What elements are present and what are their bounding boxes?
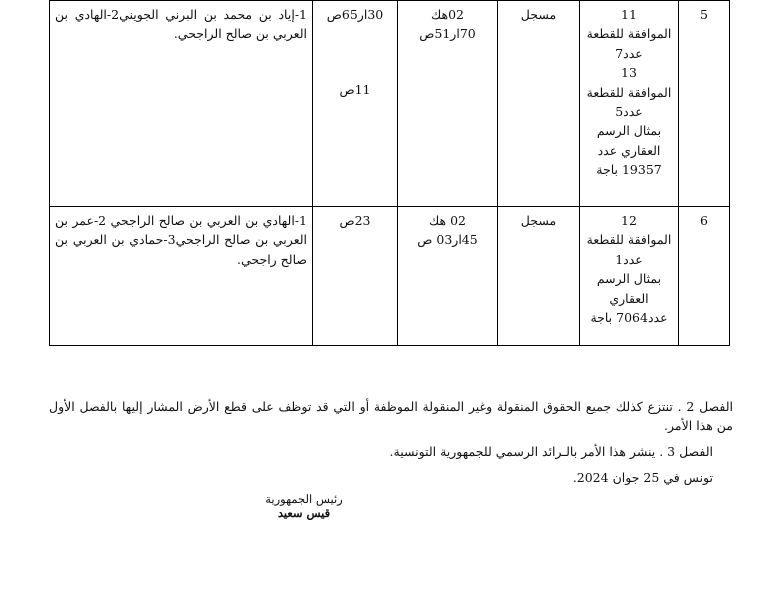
row-number: 6: [679, 207, 730, 346]
parcel-line: عدد7064 باجة: [590, 309, 668, 325]
parcel-line: 12: [621, 213, 637, 228]
expropriated-area: [313, 1, 398, 207]
owners-list: 1-الهادي بن العربي بن صالح الراجحي 2-عمر بن العربي بن صالح الراجحي3-حمادي بن العربي بن صالح راجحي.: [50, 207, 313, 346]
parcel-line: العقاري: [609, 290, 649, 306]
parcel-line: الموافقة للقطعة: [586, 232, 672, 248]
signature-title: رئيس الجمهورية: [265, 492, 343, 506]
signature-block: [244, 492, 364, 520]
owners-list: 1-إياد بن محمد بن البرني الجويني2-الهادي بن العربي بن صالح الراجحي.: [50, 1, 313, 207]
parcel-reference: [580, 1, 679, 207]
parcel-line: 19357 باجة: [596, 162, 662, 177]
spacer: [318, 24, 392, 80]
area-line: 11ص: [339, 82, 371, 98]
parcel-line: الموافقة للقطعة: [586, 26, 672, 42]
area-line: 30ار65ص: [326, 7, 384, 22]
signature-name: قيس سعيد: [277, 506, 331, 520]
article-3: الفصل 3 . ينشر هذا الأمر بالـرائد الرسمي للجمهورية التونسية.: [389, 444, 713, 459]
parcel-line: العقاري عدد: [597, 142, 661, 158]
total-area: [398, 207, 498, 346]
area-line: 02 هك: [428, 213, 466, 228]
parcel-line: بمثال الرسم: [596, 123, 662, 139]
total-area: [398, 1, 498, 207]
parcel-line: الموافقة للقطعة: [586, 84, 672, 100]
parcel-line: عدد5: [615, 103, 643, 119]
parcel-line: عدد7: [615, 45, 643, 61]
area-line: 45ار03 ص: [417, 232, 478, 248]
parcel-line: 11: [621, 7, 637, 22]
area-line: 02هك: [430, 7, 465, 22]
table-row: [50, 1, 730, 207]
row-number: 5: [679, 1, 730, 207]
parcels-table: [49, 0, 730, 346]
area-line: 23ص: [339, 213, 371, 228]
land-status: مسجل: [498, 207, 580, 346]
parcel-line: 13: [621, 65, 637, 81]
area-line: 70ار51ص: [419, 26, 476, 42]
parcel-reference: [580, 207, 679, 346]
land-status: مسجل: [498, 1, 580, 207]
article-2: الفصل 2 . تنتزع كذلك جميع الحقوق المنقولة وغير المنقولة الموظفة أو التي قد توظف على قطع الأرض المشار إليها بالفصل الأول من هذا الأمر.: [49, 399, 733, 434]
parcel-line: بمثال الرسم: [596, 271, 662, 287]
date-line: تونس في 25 جوان 2024.: [572, 470, 713, 485]
expropriated-area: [313, 207, 398, 346]
table-row: [50, 207, 730, 346]
parcel-line: عدد1: [615, 251, 643, 267]
